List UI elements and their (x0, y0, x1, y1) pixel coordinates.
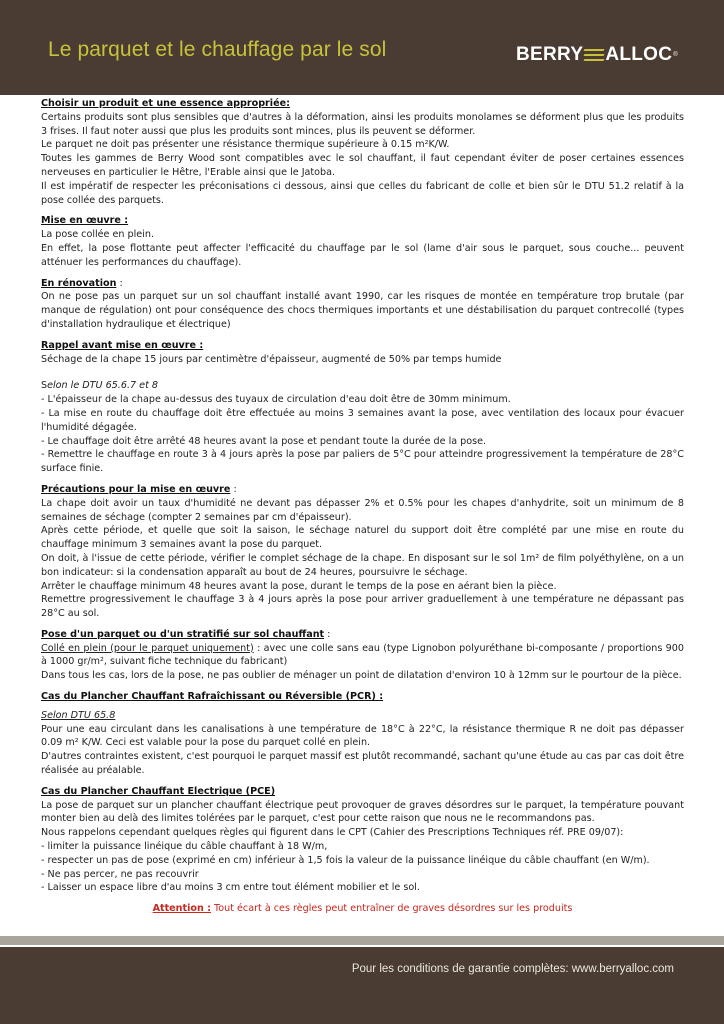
attention-label: Attention : (152, 903, 211, 915)
attention-note (41, 902, 684, 916)
paragraph: Après cette période, et quelle que soit la saison, le séchage naturel du support doit être complété par une mise en route du chauffage minimum 3 semaines avant la pose du parquet. (41, 525, 684, 551)
paragraph: D'autres contraintes existent, c'est pourquoi le parquet massif est plutôt recommandé, sachant qu'une étude au cas par cas doit être réalisée au préalable. (41, 751, 684, 777)
paragraph: On doit, à l'issue de cette période, vérifier le complet séchage de la chape. En disposant sur le sol 1m² de film polyéthylène, on a un bon indicateur: si la condensation apparaît au bout de 24 heures, poursuivre le séchage. (41, 552, 684, 578)
section-mise-en-oeuvre (41, 214, 684, 269)
list-item: - Le chauffage doit être arrêté 48 heures avant la pose et pendant toute la durée de la pose. (41, 435, 487, 447)
section-heading: Pose d'un parquet ou d'un stratifié sur sol chauffant (41, 628, 325, 640)
section-heading: Rappel avant mise en œuvre : (41, 339, 204, 351)
section-heading: Choisir un produit et une essence appropriée: (41, 98, 290, 109)
section-precautions (41, 483, 684, 621)
page-title: Le parquet et le chauffage par le sol (48, 38, 387, 61)
underlined-phrase: Collé en plein (pour le parquet uniquement) (41, 642, 254, 654)
footer-bar (0, 947, 724, 1024)
section-heading: Cas du Plancher Chauffant Electrique (PCE) (41, 785, 276, 797)
section-pcr (41, 690, 684, 778)
logo-registered-mark: ® (673, 52, 678, 58)
list-item: - Ne pas percer, ne pas recouvrir (41, 868, 199, 880)
list-item: - L'épaisseur de la chape au-dessus des tuyaux de circulation d'eau doit être de 30mm minimum. (41, 394, 511, 406)
paragraph: En effet, la pose flottante peut affecter l'efficacité du chauffage par le sol (lame d'air sous le parquet, sous couche... peuvent atténuer les performances du chauffage). (41, 242, 684, 268)
section-heading: Précautions pour la mise en œuvre (41, 483, 231, 495)
section-renovation (41, 277, 684, 332)
section-pce (41, 785, 684, 895)
paragraph: Il est impératif de respecter les préconisations ci dessous, ainsi que celles du fabricant de colle et bien sûr le DTU 51.2 relatif à la pose collée des parquets. (41, 180, 684, 206)
heading-suffix: : (116, 277, 123, 289)
paragraph: Pour une eau circulant dans les canalisations à une température de 18°C à 22°C, la résistance thermique R ne doit pas dépasser 0.09 m² K/W. Ceci est valable pour la pose du parquet collé en plein. (41, 723, 684, 749)
paragraph: La chape doit avoir un taux d'humidité ne devant pas dépasser 2% et 0.5% pour les chapes d'anhydrite, soit un minimum de 8 semaines de séchage (compter 2 semaines par cm d'épaisseur). (41, 497, 684, 523)
berryalloc-logo (516, 42, 678, 68)
paragraph: Dans tous les cas, lors de la pose, ne pas oublier de ménager un point de dilatation d'environ 10 à 12mm sur le pourtour de la pièce. (41, 670, 682, 682)
section-heading: Cas du Plancher Chauffant Rafraîchissant ou Réversible (PCR) : (41, 691, 384, 703)
logo-stripes-icon (584, 48, 604, 62)
attention-text: Tout écart à ces règles peut entraîner de graves désordres sur les produits (210, 903, 573, 915)
list-item: - limiter la puissance linéique du câble chauffant à 18 W/m, (41, 841, 328, 853)
subheading-dtu: elon le DTU 65.6.7 et 8 (47, 380, 158, 392)
list-item: - respecter un pas de pose (exprimé en cm) inférieur à 1,5 fois la valeur de la puissance linéique du câble chauffant (en W/m). (41, 854, 650, 866)
paragraph: Remettre progressivement le chauffage 3 à 4 jours après la pose pour arriver graduellement à une température ne dépassant pas 28°C au sol. (41, 594, 684, 620)
paragraph: La pose de parquet sur un plancher chauffant électrique peut provoquer de graves désordres sur le parquet, la température pouvant monter bien au delà des limites tolérées par le parquet, c'est pour cette raison que nous ne le recommandons pas. (41, 799, 684, 825)
list-item: - Remettre le chauffage en route 3 à 4 jours après la pose par paliers de 5°C pour atteindre progressivement la température de 28°C surface finie. (41, 449, 684, 475)
paragraph: Le parquet ne doit pas présenter une résistance thermique supérieure à 0.15 m²K/W. (41, 139, 450, 151)
logo-text-right: ALLOC (605, 44, 673, 65)
heading-suffix: : (324, 628, 331, 640)
paragraph: Toutes les gammes de Berry Wood sont compatibles avec le sol chauffant, il faut cependant éviter de poser certaines essences nerveuses en particulier le Hêtre, l'Erable ainsi que le Jatoba. (41, 153, 684, 178)
paragraph: La pose collée en plein. (41, 229, 154, 241)
paragraph: Arrêter le chauffage minimum 48 heures avant la pose, durant le temps de la pose en aérant bien la pièce. (41, 580, 557, 592)
paragraph: On ne pose pas un parquet sur un sol chauffant installé avant 1990, car les risques de montée en température trop brutale (par manque de régulation) ont pour conséquence des chocs thermiques importants et une déstabilisation du parquet contrecollé (types d'installation hydraulique et électrique) (41, 291, 684, 330)
subheading-initial: S (41, 380, 48, 392)
paragraph: Certains produits sont plus sensibles que d'autres à la déformation, ainsi les produits monolames se déforment plus que les produits 3 frises. Il faut noter aussi que plus les produits sont minces, plus ils peuvent se déformer. (41, 111, 684, 137)
footer-divider (0, 936, 724, 945)
paragraph: Nous rappelons cependant quelques règles qui figurent dans le CPT (Cahier des Prescriptions Techniques réf. PRE 09/07): (41, 827, 624, 839)
footer-warranty-link[interactable]: Pour les conditions de garantie complètes: www.berryalloc.com (351, 963, 674, 975)
section-heading: Mise en œuvre : (41, 215, 129, 227)
paragraph-rest: : avec une colle sans eau (type Lignobon polyuréthane bi-composante / proportions 900 à 1000 gr/m², suivant fiche technique du fabricant) (41, 642, 684, 668)
subheading-dtu: Selon DTU 65.8 (41, 709, 116, 721)
list-item: - Laisser un espace libre d'au moins 3 cm entre tout élément mobilier et le sol. (41, 882, 420, 894)
logo-text-left: BERRY (516, 44, 584, 65)
document-body (41, 97, 684, 926)
heading-suffix: : (230, 483, 237, 495)
section-pose-parquet (41, 628, 684, 683)
section-rappel (41, 339, 684, 476)
list-item: - La mise en route du chauffage doit être effectuée au moins 3 semaines avant la pose, avec ventilation des locaux pour évacuer l'humidité dégagée. (41, 407, 684, 433)
section-choisir-produit (41, 97, 684, 207)
header-bar (0, 0, 724, 95)
section-heading: En rénovation (41, 277, 117, 289)
paragraph: Séchage de la chape 15 jours par centimètre d'épaisseur, augmenté de 50% par temps humide (41, 353, 502, 365)
